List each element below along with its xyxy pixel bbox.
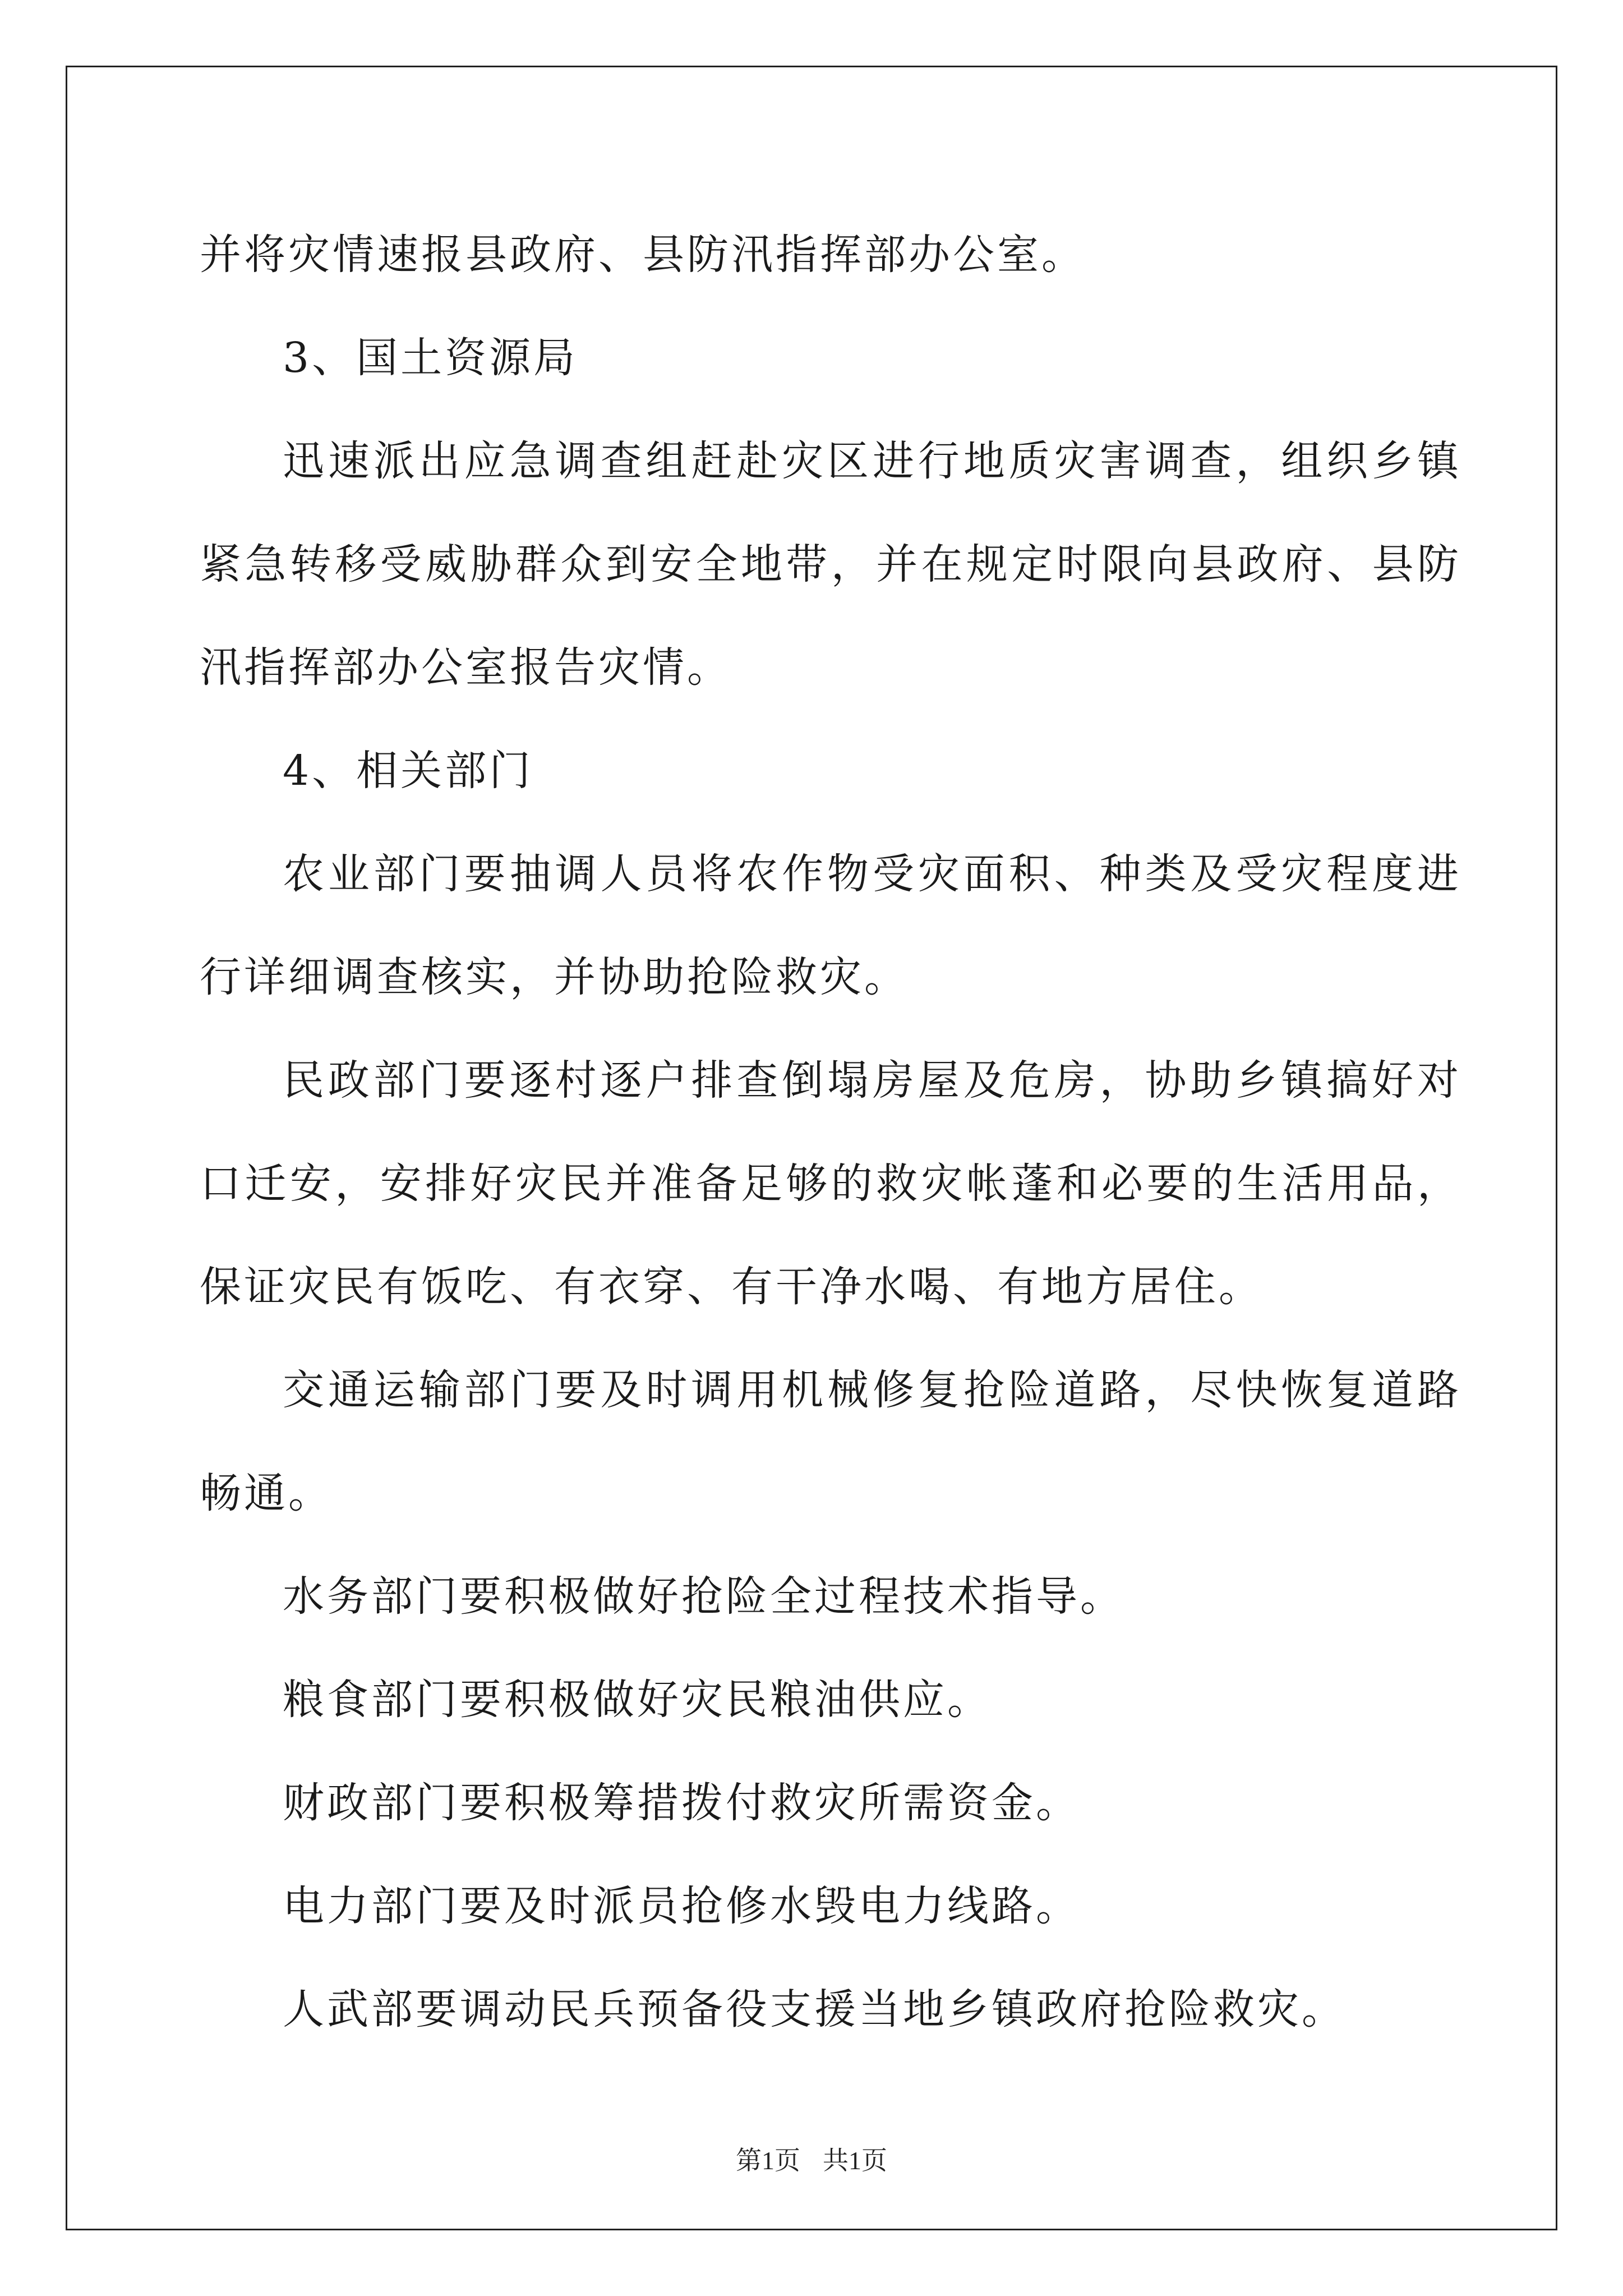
document-body xyxy=(200,203,1461,2061)
section-heading-land-resources: 3、国土资源局 xyxy=(283,334,578,382)
paragraph-agriculture: 农业部门要抽调人员将农作物受灾面积、种类及受灾程度进行详细调查核实，并协助抢险救灾。 xyxy=(200,850,1461,1001)
paragraph-land-resources: 迅速派出应急调查组赶赴灾区进行地质灾害调查，组织乡镇紧急转移受威胁群众到安全地带，并在规定时限向县政府、县防汛指挥部办公室报告灾情。 xyxy=(200,437,1461,692)
paragraph-transport: 交通运输部门要及时调用机械修复抢险道路，尽快恢复道路畅通。 xyxy=(200,1366,1461,1517)
paragraph-finance: 财政部门要积极筹措拨付救灾所需资金。 xyxy=(283,1779,1080,1827)
page-number: 第1页 xyxy=(736,2146,800,2175)
paragraph-civil-affairs: 民政部门要逐村逐户排查倒塌房屋及危房，协助乡镇搞好对口迁安，安排好灾民并准备足够的救灾帐蓬和必要的生活用品，保证灾民有饭吃、有衣穿、有干净水喝、有地方居住。 xyxy=(200,1056,1461,1311)
section-heading-related-departments: 4、相关部门 xyxy=(283,747,534,795)
paragraph-armed-forces: 人武部要调动民兵预备役支援当地乡镇政府抢险救灾。 xyxy=(283,1985,1346,2033)
paragraph-power: 电力部门要及时派员抢修水毁电力线路。 xyxy=(283,1882,1080,1930)
paragraph-water-affairs: 水务部门要积极做好抢险全过程技术指导。 xyxy=(283,1572,1124,1621)
page-total: 共1页 xyxy=(823,2146,887,2175)
paragraph-continuation: 并将灾情速报县政府、县防汛指挥部办公室。 xyxy=(200,231,1086,279)
page-footer xyxy=(0,2140,1623,2177)
paragraph-grain: 粮食部门要积极做好灾民粮油供应。 xyxy=(283,1676,992,1724)
